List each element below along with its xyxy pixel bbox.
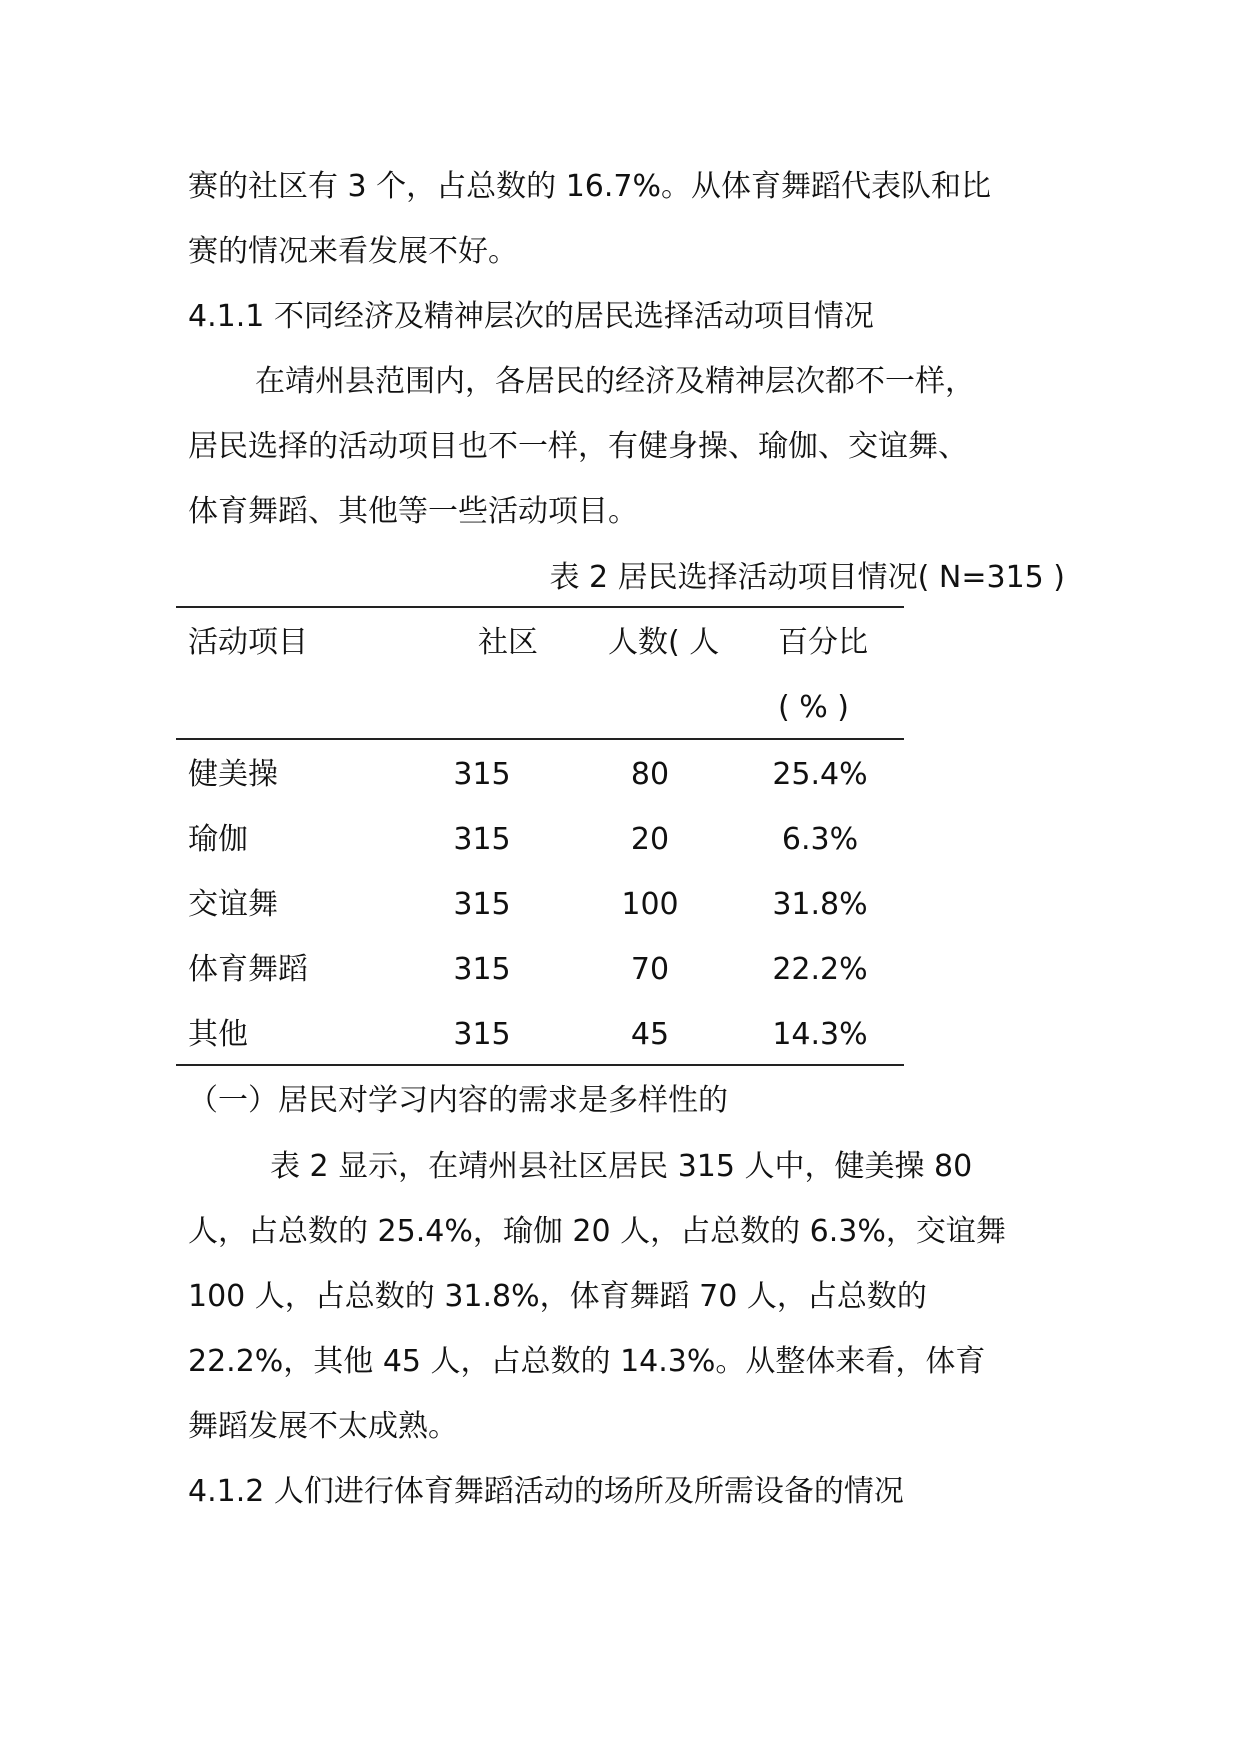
cell-item: 其他 (188, 1017, 248, 1052)
cell-percent: 31.8% (772, 887, 868, 922)
header-item: 活动项目 (188, 625, 308, 660)
paragraph-line: 在靖州县范围内，各居民的经济及精神层次都不一样， (255, 364, 975, 399)
cell-percent: 6.3% (781, 822, 859, 857)
paragraph-line: 人，占总数的 25.4%，瑜伽 20 人，占总数的 6.3%，交谊舞 (188, 1214, 1006, 1249)
header-percent: 百分比 (778, 625, 868, 660)
cell-people: 45 (630, 1017, 670, 1052)
cell-item: 交谊舞 (188, 887, 278, 922)
header-people: 人数( 人 (608, 625, 720, 660)
header-community: 社区 (478, 625, 538, 660)
cell-people: 70 (630, 952, 670, 987)
cell-item: 健美操 (188, 757, 278, 792)
cell-item: 瑜伽 (188, 822, 248, 857)
cell-community: 315 (453, 887, 511, 922)
table-bottom-rule (176, 1064, 904, 1066)
section-heading-4-1-1: 4.1.1 不同经济及精神层次的居民选择活动项目情况 (188, 299, 874, 334)
cell-people: 80 (630, 757, 670, 792)
cell-community: 315 (453, 757, 511, 792)
paragraph-line: 22.2%，其他 45 人，占总数的 14.3%。从整体来看，体育 (188, 1344, 986, 1379)
cell-percent: 14.3% (772, 1017, 868, 1052)
section-heading-4-1-2: 4.1.2 人们进行体育舞蹈活动的场所及所需设备的情况 (188, 1474, 904, 1509)
paragraph-line: 表 2 显示，在靖州县社区居民 315 人中，健美操 80 (270, 1149, 973, 1184)
subsection-heading: （一）居民对学习内容的需求是多样性的 (188, 1083, 728, 1118)
table-top-rule (176, 606, 904, 608)
cell-community: 315 (453, 952, 511, 987)
paragraph-line: 赛的情况来看发展不好。 (188, 234, 518, 269)
cell-item: 体育舞蹈 (188, 952, 308, 987)
cell-percent: 25.4% (772, 757, 868, 792)
paragraph-line: 居民选择的活动项目也不一样，有健身操、瑜伽、交谊舞、 (188, 429, 968, 464)
paragraph-line: 舞蹈发展不太成熟。 (188, 1409, 458, 1444)
paragraph-line: 100 人，占总数的 31.8%，体育舞蹈 70 人，占总数的 (188, 1279, 927, 1314)
cell-percent: 22.2% (772, 952, 868, 987)
cell-community: 315 (453, 822, 511, 857)
cell-community: 315 (453, 1017, 511, 1052)
paragraph-line: 体育舞蹈、其他等一些活动项目。 (188, 494, 638, 529)
table-header-rule (176, 738, 904, 740)
header-percent-unit: ( % ) (778, 690, 849, 725)
cell-people: 20 (630, 822, 670, 857)
paragraph-line: 赛的社区有 3 个，占总数的 16.7%。从体育舞蹈代表队和比 (188, 169, 991, 204)
table-caption: 表 2 居民选择活动项目情况( N=315 ) (549, 560, 1065, 595)
cell-people: 100 (621, 887, 679, 922)
